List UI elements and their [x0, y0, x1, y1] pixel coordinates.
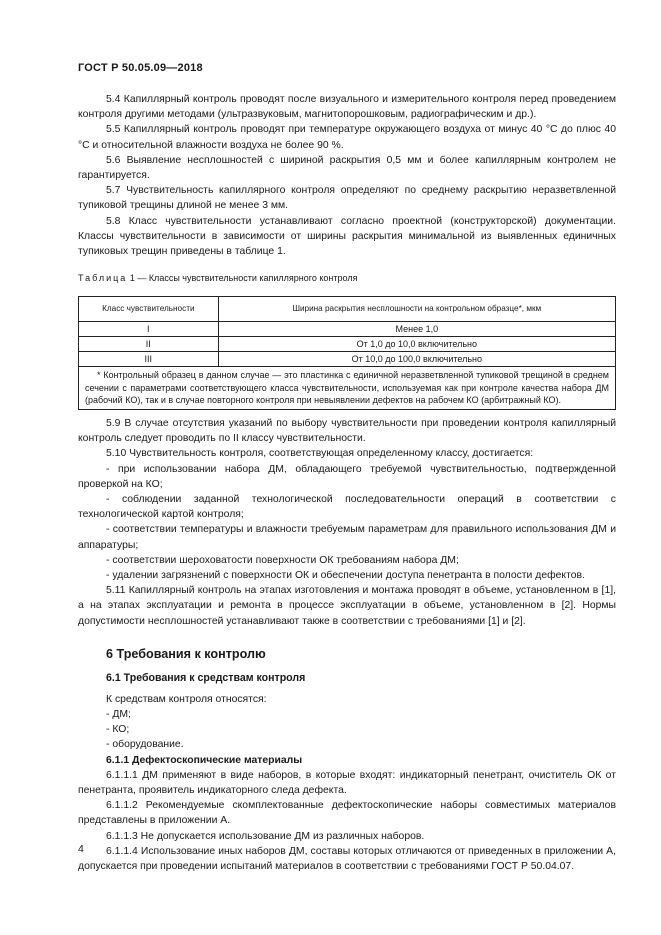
paragraph-5-4: 5.4 Капиллярный контроль проводят после визуального и измерительного контроля перед проведением контроля другими методами (ультразвуковым, магнитопорошковым, радиографическим и др.). — [78, 94, 616, 121]
subsection-6-1-1-heading: 6.1.1 Дефектоскопические материалы — [106, 754, 303, 766]
list-item: - удалении загрязнений с поверхности ОК и обеспечении доступа пенетранта в полости дефектов. — [106, 569, 585, 581]
list-item: - соответствии температуры и влажности требуемым параметрам для правильного использования ДМ и аппаратуры; — [78, 524, 616, 551]
sensitivity-table — [78, 296, 616, 410]
page-number: 4 — [78, 843, 84, 855]
paragraph-5-11: 5.11 Капиллярный контроль на этапах изготовления и монтажа проводят в объеме, установленном в [1], а на этапах эксплуатации и ремонта в процессе эксплуатации в объеме, установленном в [2]. Нормы допустимости несплошностей устанавливают также в соответствии с требованиями [1] и [2]. — [78, 585, 616, 627]
table-caption-label: Таблица — [78, 273, 128, 284]
paragraph-5-5: 5.5 Капиллярный контроль проводят при температуре окружающего воздуха от минус 40 °С до плюс 40 °С и относительной влажности воздуха не более 90 %. — [78, 124, 616, 151]
table-row — [79, 337, 616, 352]
table-row — [79, 352, 616, 367]
list-item: - соблюдении заданной технологической последовательности операций в соответствии с технологической картой контроля; — [78, 493, 616, 521]
table-cell-width: От 1,0 до 10,0 включительно — [218, 337, 615, 352]
list-item: - соответствии шероховатости поверхности ОК требованиям набора ДМ; — [106, 554, 459, 566]
paragraph-6-1-1-1: 6.1.1.1 ДМ применяют в виде наборов, в которые входят: индикаторный пенетрант, очиститель ОК от пенетранта, проявитель индикаторного следа дефекта. — [78, 769, 616, 796]
table-caption — [78, 271, 616, 286]
table-footnote-row — [79, 367, 616, 410]
paragraph-5-10: 5.10 Чувствительность контроля, соответствующая определенному классу, достигается: — [106, 448, 534, 460]
table-header-width: Ширина раскрытия несплошности на контрольном образце*, мкм — [218, 297, 615, 322]
paragraph-6-1-1-3: 6.1.1.3 Не допускается использование ДМ из различных наборов. — [106, 830, 425, 842]
paragraph-5-7: 5.7 Чувствительность капиллярного контроля определяют по среднему раскрытию неразветвленной тупиковой трещины длиной не менее 3 мм. — [78, 185, 616, 212]
paragraph-5-8: 5.8 Класс чувствительности устанавливают согласно проектной (конструкторской) документации. Классы чувствительности в зависимости от ширины раскрытия минимальной из выявленных единичных тупиковых трещин приведены в таблице 1. — [78, 215, 616, 258]
list-item: - оборудование. — [106, 739, 184, 751]
paragraph-6-1-1-4: 6.1.1.4 Использование иных наборов ДМ, составы которых отличаются от приведенных в приложении А, допускается при проведении испытаний материалов в соответствии с требованиями ГОСТ Р 50.04.07. — [78, 845, 616, 873]
paragraph-intro: К средствам контроля относятся: — [106, 693, 267, 705]
table-cell-width: Менее 1,0 — [218, 322, 615, 337]
document-body — [78, 92, 616, 874]
table-cell-width: От 10,0 до 100,0 включительно — [218, 352, 615, 367]
table-caption-text: 1 — Классы чувствительности капиллярного контроля — [129, 273, 358, 284]
document-header: ГОСТ Р 50.05.09—2018 — [78, 62, 203, 74]
table-header-row — [79, 297, 616, 322]
list-item: - ДМ; — [106, 708, 131, 720]
paragraph-5-6: 5.6 Выявление несплошностей с шириной раскрытия 0,5 мм и более капиллярным контролем не гарантируется. — [78, 154, 616, 182]
list-item: - при использовании набора ДМ, обладающего требуемой чувствительностью, подтвержденной проверкой на КО; — [78, 463, 616, 490]
subsection-6-1-heading: 6.1 Требования к средствам контроля — [106, 671, 306, 684]
table-footnote — [79, 367, 616, 410]
table-header-class: Класс чувствительности — [79, 297, 219, 322]
list-item: - КО; — [106, 724, 130, 736]
paragraph-5-9: 5.9 В случае отсутствия указаний по выбору чувствительности при проведении контроля капиллярный контроль следует проводить по II классу чувствительности. — [78, 417, 616, 445]
paragraph-6-1-1-2: 6.1.1.2 Рекомендуемые скомплектованные дефектоскопические наборы совместимых материалов представлены в приложении А. — [78, 800, 616, 827]
table-cell-class: III — [79, 352, 219, 367]
table-cell-class: I — [79, 322, 219, 337]
table-cell-class: II — [79, 337, 219, 352]
table-footnote-text: * Контрольный образец в данном случае — это пластинка с единичной неразветвленной тупиковой трещиной в среднем сечении с параметрами соответствующего класса чувствительности, используемая как при контроле качества набора ДМ (рабочий КО), так и в случае повторного контроля при невыявлении дефектов на рабочем КО (арбитражный КО). — [85, 370, 609, 406]
table-row — [79, 322, 616, 337]
section-6-heading: 6 Требования к контролю — [106, 646, 266, 661]
